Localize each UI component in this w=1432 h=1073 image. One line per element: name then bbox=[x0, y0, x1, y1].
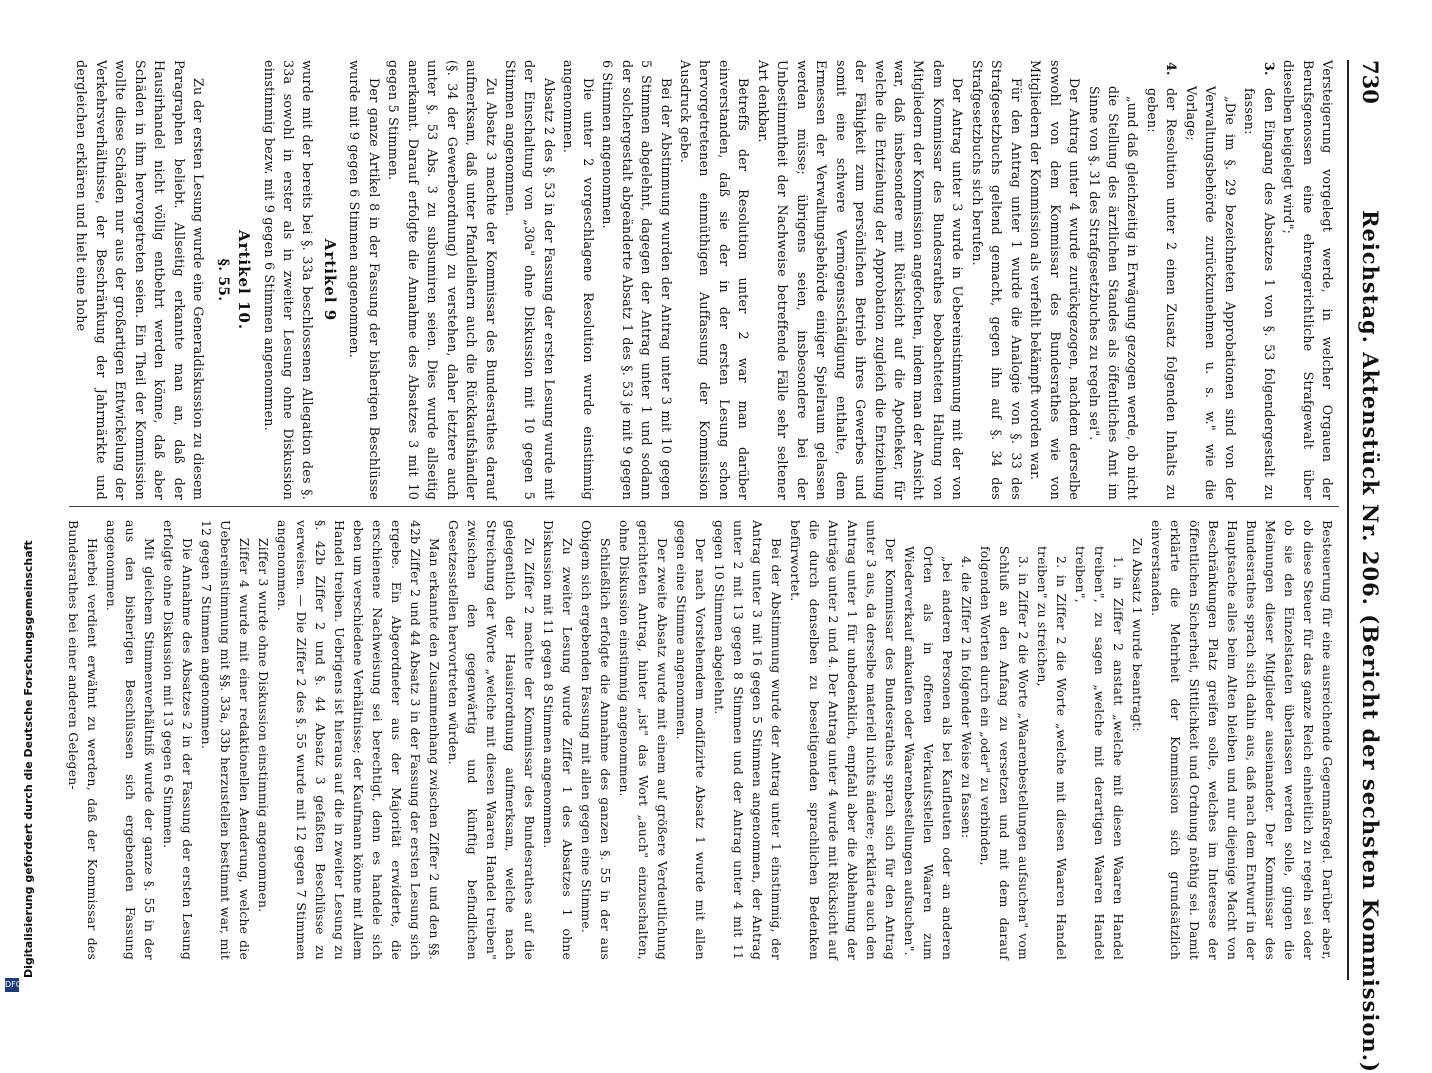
column-divider bbox=[69, 506, 1339, 507]
paragraph: Bei der Abstimmung wurde der Antrag unter 1 einstimmig, der Antrag unter 3 mit 16 gegen 5 Stimmen angenommen, der Antrag unter 2 mit 13 gegen 8 Stimmen und der Antrag unter 4 mit 11 gegen 10 Stimmen abgelehnt. bbox=[712, 520, 784, 960]
right-column bbox=[64, 520, 1337, 960]
paragraph: Die unter 2 vorgeschlagene Resolution wurde einstimmig angenommen. bbox=[561, 60, 596, 500]
paragraph: Ziffer 3 wurde ohne Diskussion einstimmig angenommen. bbox=[256, 538, 271, 913]
list-item: 2. in Ziffer 2 die Worte „welche mit diesen Waaren Handel treiben" zu streichen, bbox=[1035, 546, 1069, 960]
scanned-page bbox=[15, 0, 1395, 1073]
item-text: den Eingang des Absatzes 1 von §. 53 folgendergestalt zu fassen: bbox=[1242, 88, 1277, 500]
list-item: 1. in Ziffer 2 anstatt „welche mit diesen Waaren Handel treiben", zu sagen „welche mit derartigen Waaren Handel treiben", bbox=[1073, 546, 1126, 960]
paragraph: Zu Absatz 1 wurde beantragt: bbox=[1130, 538, 1145, 732]
paragraph: Der zweite Absatz wurde mit einem auf größere Verdeutlichung gerichteten Antrag, hinter „ist" das Wort „auch" einzuschalten, ohne Diskussion einstimmig angenommen. bbox=[617, 520, 670, 960]
paragraph: Zu Ziffer 2 machte der Kommissar des Bundesrathes auf die gelegentlich der Hausirordnung aufmerksam, welche nach Streichung der Worte „welche mit diesen Waaren Handel treiben" zwischen den gegenwärtig und künftig befindlichen Gesetzesstellen hervortreten würden. bbox=[446, 520, 537, 960]
quotation: „Die im §. 29 bezeichneten Approbationen sind von der Verwaltungsbehörde zurückzunehmen u. s. w." wie die Vorlage; bbox=[1183, 86, 1238, 500]
paragraph: Der Kommissar des Bundesrathes sprach sich für den Antrag unter 3 aus, da derselbe materiell nichts ändere; erklärte auch den Antrag unter 1 für unbedenklich, empfahl aber die Ablehnung der Anträge unter 2 und 4. Der Antrag unter 4 wurde mit Rücksicht auf die durch denselben zu beseitigenden sprachlichen Bedenken befürwortet. bbox=[788, 520, 898, 960]
paragraph: Zu Absatz 3 machte der Kommissar des Bundesrathes darauf aufmerksam, daß unter Pfandleihern auch die Rückkaufshändler (§. 34 der Gewerbeordnung) zu verstehen, daher letztere auch unter §. 53 Abs. 3 zu subsumiren seien. Dies wurde allseitig anerkannt. Darauf erfolgte die Annahme des Absatzes 3 mit 10 gegen 5 Stimmen. bbox=[386, 60, 499, 500]
paragraph: Zu zweiter Lesung wurde Ziffer 1 des Absatzes 1 ohne Diskussion mit 11 gegen 8 Stimmen angenommen. bbox=[541, 520, 575, 960]
section-heading: Artikel 9 bbox=[320, 238, 339, 322]
paragraph: Schließlich erfolgte die Annahme des ganzen §. 55 in der aus Obigem sich ergebenden Fassung mit allen gegen eine Stimme. bbox=[579, 520, 613, 960]
paragraph: wurde mit der bereits bei §. 33a beschlossenen Allegation des §. 33a sowohl in erster als in zweiter Lesung ohne Diskussion einstimmig bezw. mit 9 gegen 6 Stimmen angenommen. bbox=[261, 60, 316, 500]
paragraph: Zu der ersten Lesung wurde eine Generaldiskussion zu diesem Paragraphen beliebt. Allseitig erkannte man an, daß der Hausirhandel nicht völlig entbehrt werden könne, daß aber Schäden in ihm hervorgetreten seien. Ein Theil der Kommission wollte diese Schäden nur aus der großartigen Entwickelung der Verkehrsverhältnisse, der Beschränkung der Jahrmärkte und dergleichen erklären und hielt eine hohe bbox=[74, 60, 207, 500]
page-title: Reichstag. Aktenstück Nr. 206. (Bericht der sechsten Kommission.) bbox=[1358, 210, 1383, 1073]
list-item: 3. in Ziffer 2 die Worte „Waarenbestellungen aufsuchen" vom Schluß an den Anfang zu versetzen und mit dem darauf folgenden Worten durch ein „oder" zu verbinden, bbox=[978, 546, 1031, 960]
paragraph: Besteuerung für eine ausreichende Gegenmaßregel. Darüber aber, ob diese Steuer für das ganze Reich einheitlich zu regeln sei oder ob sie den Einzelstaaten überlassen werden solle, gingen die Meinungen dieser Mitglieder auseinander. Der Kommissar des Bundesrathes sprach sich dahin aus, daß nach dem Entwurf in der Hauptsache alles beim Alten bleiben und nur diejenige Macht von Beschränkungen Platz greifen solle, welches im Interesse der öffentlichen Sicherheit, Sittlichkeit und Ordnung nöthig sei. Damit erklärte die Mehrheit der Kommission sich grundsätzlich einverstanden. bbox=[1149, 520, 1335, 960]
paragraph: Der ganze Artikel 8 in der Fassung der bisherigen Beschlüsse wurde mit 9 gegen 6 Stimmen angenommen. bbox=[347, 60, 382, 500]
paragraph: Hierbei verdient erwähnt zu werden, daß der Kommissar des Bundesrathes bei einer anderen Gelegen- bbox=[66, 520, 100, 960]
dfg-logo: DFG bbox=[5, 978, 19, 992]
quotation: „bei anderen Personen als bei Kaufleuten oder an anderen Orten als in offenen Verkaufsstellen Waaren zum Wiederverkauf ankaufen oder Waarenbestellungen aufsuchen". bbox=[902, 546, 955, 960]
paragraph: Die Annahme des Absatzes 2 in der Fassung der ersten Lesung erfolgte ohne Diskussion mit 13 gegen 6 Stimmen. bbox=[161, 520, 195, 960]
digitization-credit bbox=[2, 540, 35, 995]
paragraph: Der Antrag unter 3 wurde in Uebereinstimmung mit der von dem Kommissar des Bundesrathes beobachteten Haltung von Mitgliedern der Kommission angefochten, indem man der Ansicht war, daß insbesondere mit Rücksicht auf die Apotheker, für welche die Entziehung der Approbation zugleich die Entziehung der Fähigkeit zum persönlichen Betrieb ihres Gewerbes und somit eine schwere Vermögensschädigung enthalte, dem Ermessen der Verwaltungsbehörde einiger Spielraum gelassen werden müsse; übrigens seien, insbesondere bei der Unbestimmtheit der Nachweise betreffende Fälle sehr seltener Art denkbar. bbox=[755, 60, 966, 500]
paragraph: Mit gleichem Stimmenverhältniß wurde der ganze §. 55 in der aus den bisherigen Beschlüssen sich ergebenden Fassung angenommen. bbox=[104, 520, 157, 960]
paragraph: Ziffer 4 wurde mit einer redaktionellen Aenderung, welche die Uebereinstimmung mit §§. 33a, 33b herzustellen bestimmt war, mit 12 gegen 7 Stimmen angenommen. bbox=[199, 520, 252, 960]
paragraph: Man erkannte den Zusammenhang zwischen Ziffer 2 und den §§. 42b Ziffer 2 und 44 Absatz 3 in der Fassung der ersten Lesung sich ergebe. Ein Abgeordneter aus der Majorität erwiderte, die erschienene Nachweisung sei berechtigt, denn es handele sich eben um verschiedene Verhältnisse; der Kaufmann könne mit Allem Handel treiben. Uebrigens ist hieraus auf die in zweiter Lesung zu §. 42b Ziffer 2 und §. 44 Absatz 3 gefaßten Beschlüsse zu verweisen. — Die Ziffer 2 des §. 55 wurde mit 12 gegen 7 Stimmen angenommen. bbox=[275, 520, 442, 960]
quotation: „und daß gleichzeitig in Erwägung gezogen werde, ob nicht die Stellung des ärztlichen Standes als öffentliches Amt im Sinne von §. 31 des Strafgesetzbuches zu regeln sei". bbox=[1086, 86, 1141, 500]
paragraph: Bei der Abstimmung wurden der Antrag unter 3 mit 10 gegen 5 Stimmen abgelehnt, dagegen der Antrag unter 1 und sodann der solchergestalt abgeänderte Absatz 1 des §. 53 je mit 9 gegen 6 Stimmen angenommen. bbox=[600, 60, 674, 500]
item-number: 4. bbox=[1164, 62, 1180, 76]
page-header bbox=[1347, 60, 1389, 1073]
paragraph: Für den Antrag unter 1 wurde die Analogie von §. 33 des Strafgesetzbuchs geltend gemacht, gegen ihn auf §. 34 des Strafgesetzbuchs sich berufen. bbox=[969, 60, 1024, 500]
list-item bbox=[1240, 60, 1279, 500]
page-number: 730 bbox=[1358, 60, 1383, 104]
credit-text: Digitalisierung gefördert durch die Deutsche Forschungsgemeinschaft bbox=[22, 540, 35, 978]
paragraph: Versteigerung vorgelegt werde, in welcher Orgauen der Berufsgenossen eine ehrengerichtliche Strafgewalt über dieselben beigelegt wird"; bbox=[1281, 60, 1335, 500]
paragraph: Der Antrag unter 4 wurde zurückgezogen, nachdem derselbe sowohl von dem Kommissar des Bundesrathes wie von Mitgliedern der Kommission als verfehlt bekämpft worden war. bbox=[1028, 60, 1083, 500]
paragraph: Absatz 2 des §. 53 in der Fassung der ersten Lesung wurde mit der Einschaltung von „30a" ohne Diskussion mit 10 gegen 5 Stimmen angenommen. bbox=[502, 60, 557, 500]
item-number: 3. bbox=[1261, 62, 1277, 76]
list-item bbox=[1142, 60, 1181, 500]
paragraph-heading: §. 55. bbox=[214, 258, 231, 302]
left-column bbox=[72, 60, 1337, 500]
list-item: 4. die Ziffer 2 in folgender Weise zu fassen: bbox=[959, 556, 974, 839]
section-heading: Artikel 10. bbox=[235, 229, 254, 331]
paragraph: Betreffs der Resolution unter 2 war man darüber einverstanden, daß sie der in der ersten Lesung schon hervorgetretenen einmüthigen Auffassung der Kommission Ausdruck gebe. bbox=[678, 60, 752, 500]
item-text: der Resolution unter 2 einen Zusatz folgenden Inhalts zu geben: bbox=[1144, 88, 1180, 500]
paragraph: Der nach Vorstehendem modifizirte Absatz 1 wurde mit allen gegen eine Stimme angenommen. bbox=[674, 520, 708, 960]
